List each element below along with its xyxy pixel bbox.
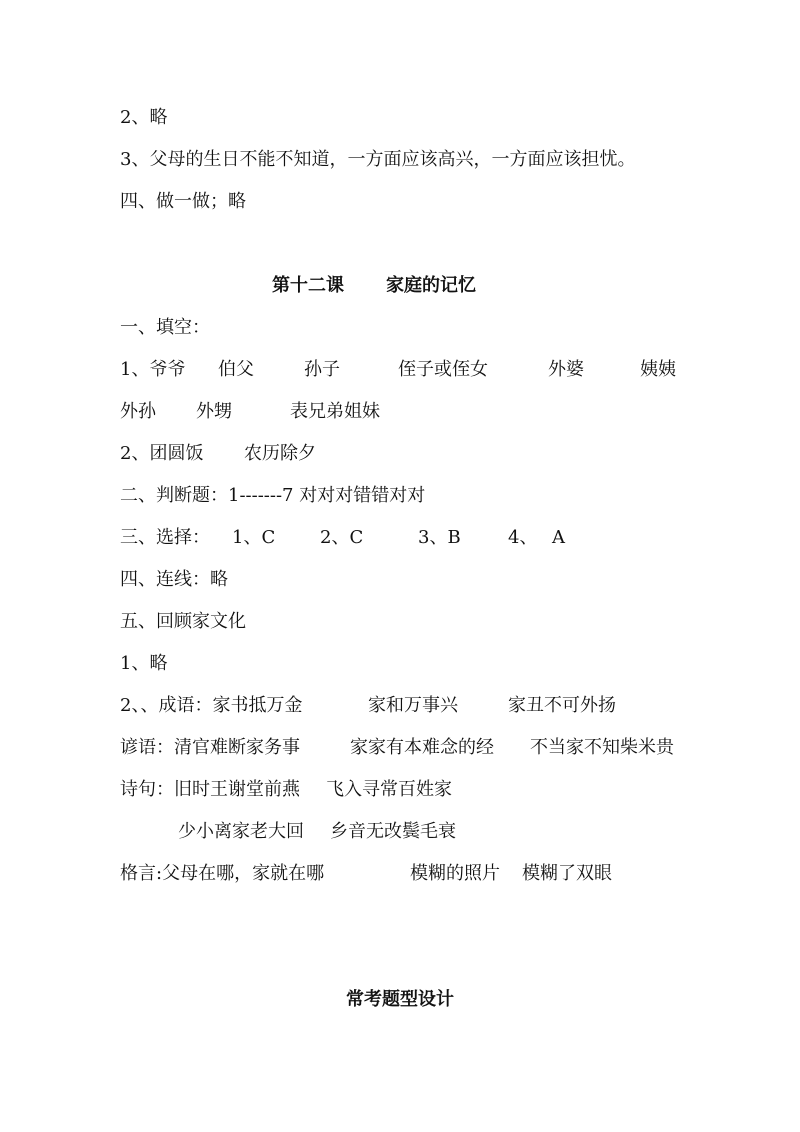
connect-answer: 四、连线：略 <box>120 569 228 590</box>
fill-q1-item: 姨姨 <box>640 359 676 380</box>
fill-q1-item: 表兄弟姐妹 <box>290 401 380 422</box>
fill-q1-item: 1、爷爷 <box>120 359 186 380</box>
judge-answers: 二、判断题：1-------7 对对对错错对对 <box>120 485 426 506</box>
poem-item: 乡音无改鬓毛衰 <box>330 821 456 842</box>
poem-item: 飞入寻常百姓家 <box>326 779 452 800</box>
section-title: 常考题型设计 <box>346 989 454 1010</box>
choice-item: 3、B <box>418 527 461 548</box>
fill-q1-item: 外孙 <box>120 401 156 422</box>
fill-q2-item: 农历除夕 <box>244 443 316 464</box>
review-q1: 1、略 <box>120 653 168 674</box>
answer-line-2: 2、略 <box>120 107 168 128</box>
fill-q2-item: 2、团圆饭 <box>120 443 204 464</box>
choice-item: 4、 <box>508 527 538 548</box>
fill-q1-item: 外婆 <box>548 359 584 380</box>
proverb-item: 家家有本难念的经 <box>350 737 494 758</box>
lesson-number: 第十二课 <box>272 275 344 296</box>
maxim-item: 模糊的照片 <box>410 863 500 884</box>
maxim-item: 模糊了双眼 <box>522 863 612 884</box>
fill-q1-item: 外甥 <box>196 401 232 422</box>
answer-line-4: 四、做一做；略 <box>120 191 246 212</box>
poem-item: 少小离家老大回 <box>178 821 304 842</box>
maxim-item: 格言:父母在哪，家就在哪 <box>120 863 325 884</box>
fill-blank-header: 一、填空： <box>120 317 210 338</box>
proverb-item: 不当家不知柴米贵 <box>530 737 674 758</box>
answer-line-3: 3、父母的生日不能不知道，一方面应该高兴，一方面应该担忧。 <box>120 149 636 170</box>
fill-q1-item: 伯父 <box>218 359 254 380</box>
choice-item: 2、C <box>320 527 364 548</box>
choice-label: 三、选择： <box>120 527 210 548</box>
idiom-item: 家和万事兴 <box>368 695 458 716</box>
idiom-item: 家丑不可外扬 <box>508 695 616 716</box>
fill-q1-item: 侄子或侄女 <box>398 359 488 380</box>
poem-item: 诗句：旧时王谢堂前燕 <box>120 779 300 800</box>
choice-item: A <box>552 527 565 548</box>
lesson-title: 家庭的记忆 <box>386 275 476 296</box>
choice-item: 1、C <box>232 527 276 548</box>
proverb-item: 谚语：清官难断家务事 <box>120 737 300 758</box>
fill-q1-item: 孙子 <box>304 359 340 380</box>
idiom-item: 2、、成语：家书抵万金 <box>120 695 303 716</box>
review-header: 五、回顾家文化 <box>120 611 246 632</box>
